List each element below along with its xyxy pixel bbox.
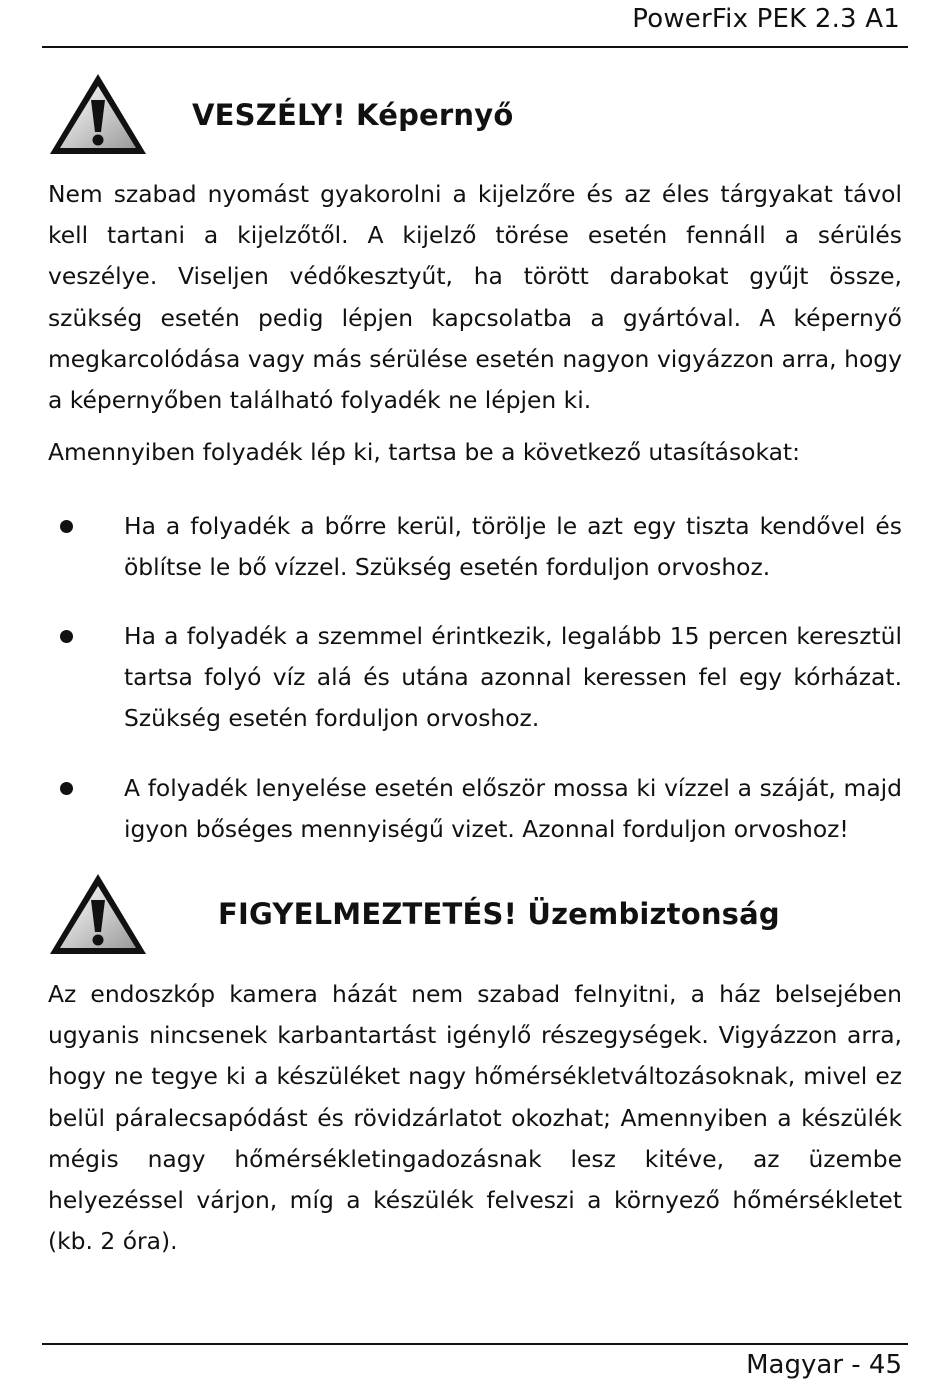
section-heading-danger: VESZÉLY! Képernyő — [192, 98, 514, 132]
paragraph: Nem szabad nyomást gyakorolni a kijelzőre és az éles tárgyakat távol kell tartani a kijelzőtől. A kijelző törése esetén fennáll a sérülés veszélye. Viseljen védőkesztyűt, ha törött darabokat gyűjt össze, szükség esetén pedig lépjen kapcsolatba a gyártóval. A képernyő megkarcolódása vagy más sérülése esetén nagyon vigyázzon arra, hogy a képernyőben található folyadék ne lépjen ki. — [48, 180, 902, 415]
page-footer: Magyar - 45 — [746, 1350, 902, 1380]
list-item-text: A folyadék lenyelése esetén először mossa ki vízzel a száját, majd igyon bőséges mennyiségű vizet. Azonnal forduljon orvoshoz! — [124, 774, 902, 844]
bullet-icon — [60, 520, 73, 533]
bullet-icon — [60, 630, 73, 643]
paragraph: Amennyiben folyadék lép ki, tartsa be a következő utasításokat: — [48, 438, 800, 466]
paragraph: Az endoszkóp kamera házát nem szabad felnyitni, a ház belsejében ugyanis nincsenek karbantartást igénylő részegységek. Vigyázzon arra, hogy ne tegye ki a készüléket nagy hőmérsékletváltozásoknak, mivel ez belül páralecsapódást és rövidzárlatot okozhat; Amennyiben a készülék mégis nagy hőmérsékletingadozásnak lesz kitéve, az üzembe helyezéssel várjon, míg a készülék felveszi a környező hőmérsékletet (kb. 2 óra). — [48, 980, 902, 1256]
list-item — [48, 768, 902, 850]
bullet-icon — [60, 782, 73, 795]
section-heading-warning: FIGYELMEZTETÉS! Üzembiztonság — [218, 897, 780, 931]
list-item-text: Ha a folyadék a bőrre kerül, törölje le azt egy tiszta kendővel és öblítse le bő vízzel. Szükség esetén forduljon orvoshoz. — [124, 512, 902, 582]
list-item — [48, 616, 902, 740]
footer-rule — [42, 1343, 908, 1345]
warning-triangle-icon — [46, 870, 150, 958]
list-item-text: Ha a folyadék a szemmel érintkezik, legalább 15 percen keresztül tartsa folyó víz alá és utána azonnal keressen fel egy kórházat. Szükség esetén forduljon orvoshoz. — [124, 622, 902, 733]
header-rule — [42, 46, 908, 48]
warning-triangle-icon — [46, 70, 150, 158]
list-item — [48, 506, 902, 588]
page-header-title: PowerFix PEK 2.3 A1 — [632, 4, 900, 34]
